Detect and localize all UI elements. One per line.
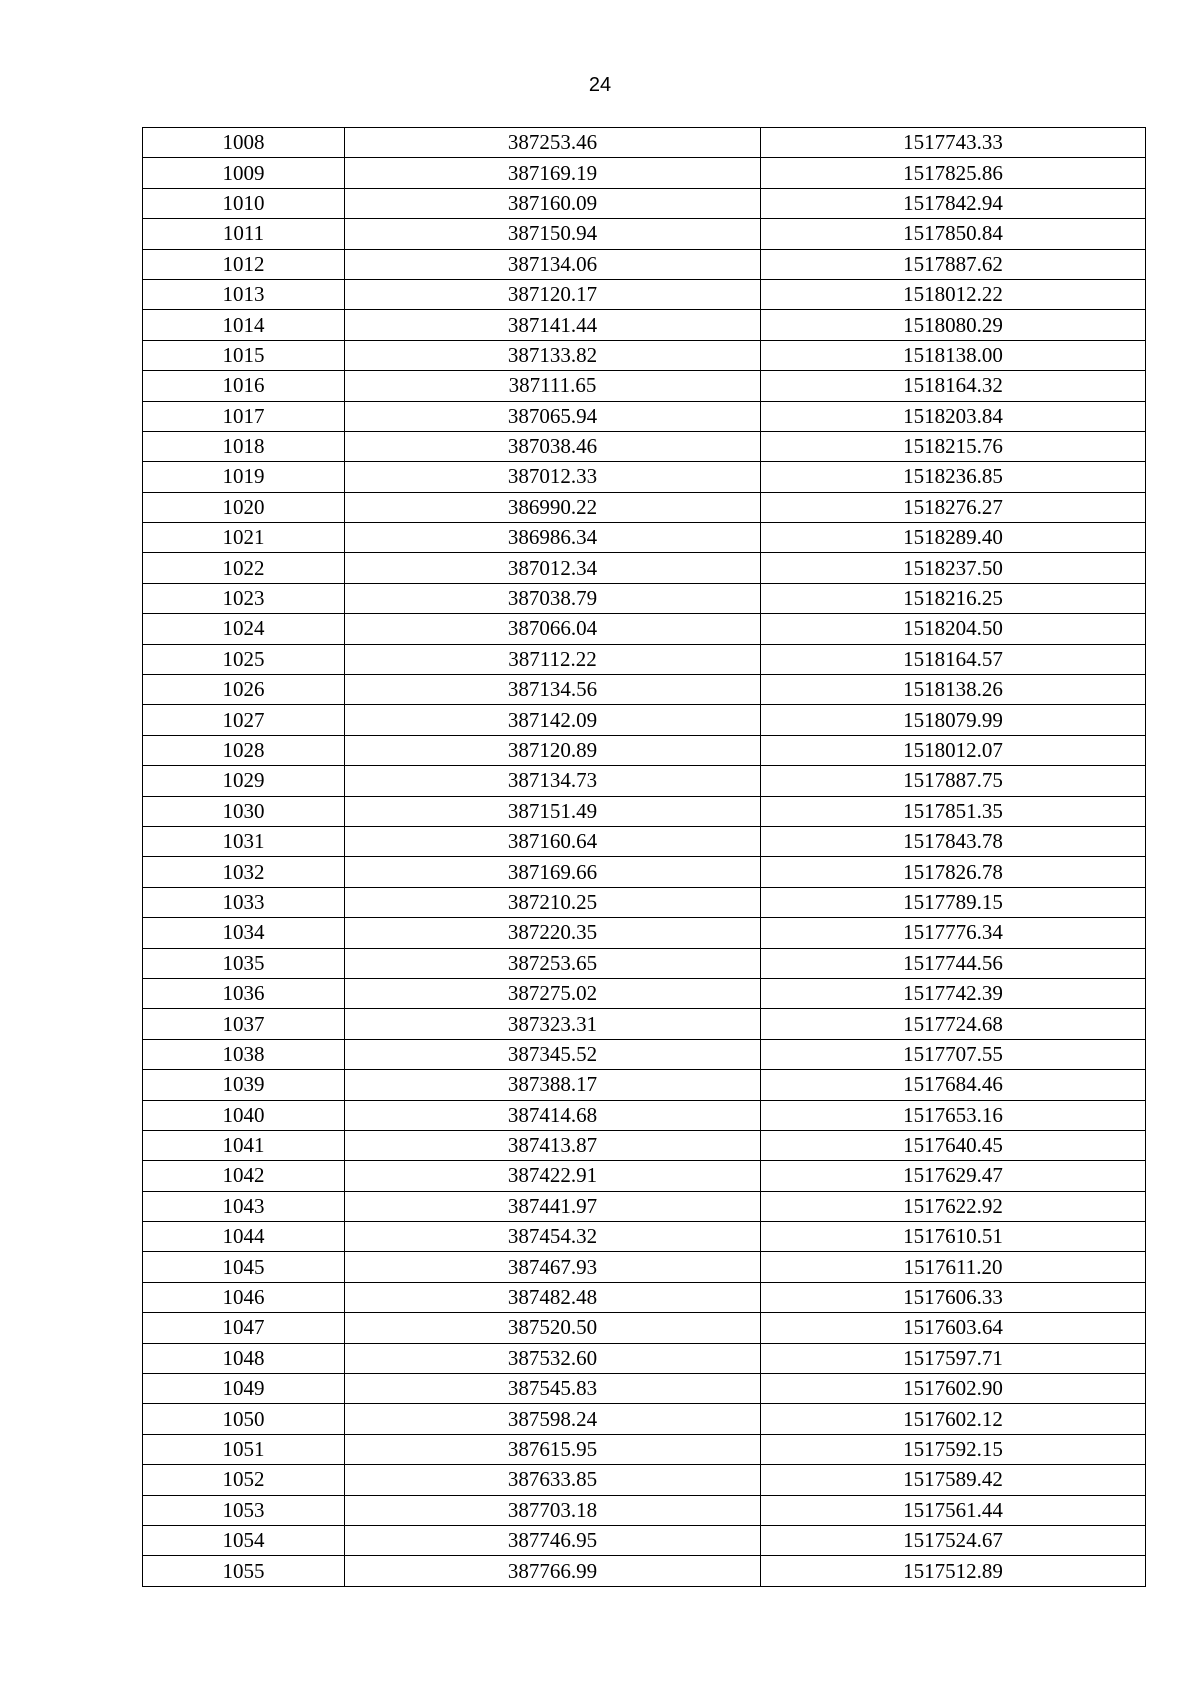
x-coordinate-cell: 387746.95	[345, 1525, 761, 1555]
y-coordinate-cell: 1518164.32	[761, 371, 1146, 401]
point-id-cell: 1044	[143, 1222, 345, 1252]
y-coordinate-cell: 1517606.33	[761, 1282, 1146, 1312]
x-coordinate-cell: 387134.06	[345, 249, 761, 279]
y-coordinate-cell: 1518237.50	[761, 553, 1146, 583]
x-coordinate-cell: 387134.56	[345, 675, 761, 705]
x-coordinate-cell: 387066.04	[345, 614, 761, 644]
point-id-cell: 1049	[143, 1374, 345, 1404]
point-id-cell: 1047	[143, 1313, 345, 1343]
table-row	[143, 766, 1146, 796]
y-coordinate-cell: 1518215.76	[761, 431, 1146, 461]
x-coordinate-cell: 387133.82	[345, 340, 761, 370]
x-coordinate-cell: 387532.60	[345, 1343, 761, 1373]
point-id-cell: 1009	[143, 158, 345, 188]
y-coordinate-cell: 1517589.42	[761, 1465, 1146, 1495]
coordinates-table	[142, 127, 1146, 1587]
table-row	[143, 1222, 1146, 1252]
table-row	[143, 887, 1146, 917]
table-row	[143, 1313, 1146, 1343]
x-coordinate-cell: 387441.97	[345, 1191, 761, 1221]
table-row	[143, 371, 1146, 401]
point-id-cell: 1018	[143, 431, 345, 461]
point-id-cell: 1022	[143, 553, 345, 583]
x-coordinate-cell: 386986.34	[345, 523, 761, 553]
x-coordinate-cell: 387141.44	[345, 310, 761, 340]
x-coordinate-cell: 387633.85	[345, 1465, 761, 1495]
point-id-cell: 1023	[143, 583, 345, 613]
table-row	[143, 553, 1146, 583]
x-coordinate-cell: 387422.91	[345, 1161, 761, 1191]
y-coordinate-cell: 1517597.71	[761, 1343, 1146, 1373]
x-coordinate-cell: 387482.48	[345, 1282, 761, 1312]
x-coordinate-cell: 387150.94	[345, 219, 761, 249]
point-id-cell: 1050	[143, 1404, 345, 1434]
x-coordinate-cell: 387598.24	[345, 1404, 761, 1434]
table-row	[143, 1161, 1146, 1191]
x-coordinate-cell: 387520.50	[345, 1313, 761, 1343]
x-coordinate-cell: 387111.65	[345, 371, 761, 401]
y-coordinate-cell: 1517640.45	[761, 1130, 1146, 1160]
point-id-cell: 1030	[143, 796, 345, 826]
y-coordinate-cell: 1517603.64	[761, 1313, 1146, 1343]
point-id-cell: 1017	[143, 401, 345, 431]
point-id-cell: 1028	[143, 735, 345, 765]
x-coordinate-cell: 387038.46	[345, 431, 761, 461]
point-id-cell: 1019	[143, 462, 345, 492]
x-coordinate-cell: 387012.34	[345, 553, 761, 583]
point-id-cell: 1051	[143, 1434, 345, 1464]
y-coordinate-cell: 1518276.27	[761, 492, 1146, 522]
point-id-cell: 1045	[143, 1252, 345, 1282]
table-row	[143, 978, 1146, 1008]
x-coordinate-cell: 387345.52	[345, 1039, 761, 1069]
y-coordinate-cell: 1518012.07	[761, 735, 1146, 765]
x-coordinate-cell: 387065.94	[345, 401, 761, 431]
point-id-cell: 1011	[143, 219, 345, 249]
point-id-cell: 1054	[143, 1525, 345, 1555]
y-coordinate-cell: 1517743.33	[761, 128, 1146, 158]
point-id-cell: 1043	[143, 1191, 345, 1221]
x-coordinate-cell: 387112.22	[345, 644, 761, 674]
y-coordinate-cell: 1517850.84	[761, 219, 1146, 249]
x-coordinate-cell: 387120.89	[345, 735, 761, 765]
table-row	[143, 1343, 1146, 1373]
table-row	[143, 675, 1146, 705]
table-row	[143, 583, 1146, 613]
point-id-cell: 1008	[143, 128, 345, 158]
table-row	[143, 826, 1146, 856]
x-coordinate-cell: 386990.22	[345, 492, 761, 522]
table-row	[143, 857, 1146, 887]
y-coordinate-cell: 1517842.94	[761, 188, 1146, 218]
y-coordinate-cell: 1517512.89	[761, 1556, 1146, 1586]
page-number: 24	[588, 74, 612, 96]
y-coordinate-cell: 1518203.84	[761, 401, 1146, 431]
point-id-cell: 1032	[143, 857, 345, 887]
table-row	[143, 1525, 1146, 1555]
x-coordinate-cell: 387169.19	[345, 158, 761, 188]
y-coordinate-cell: 1517524.67	[761, 1525, 1146, 1555]
table-row	[143, 918, 1146, 948]
x-coordinate-cell: 387766.99	[345, 1556, 761, 1586]
x-coordinate-cell: 387413.87	[345, 1130, 761, 1160]
table-row	[143, 340, 1146, 370]
x-coordinate-cell: 387038.79	[345, 583, 761, 613]
x-coordinate-cell: 387323.31	[345, 1009, 761, 1039]
y-coordinate-cell: 1518080.29	[761, 310, 1146, 340]
point-id-cell: 1027	[143, 705, 345, 735]
point-id-cell: 1048	[143, 1343, 345, 1373]
point-id-cell: 1014	[143, 310, 345, 340]
table-row	[143, 1556, 1146, 1586]
y-coordinate-cell: 1518236.85	[761, 462, 1146, 492]
point-id-cell: 1042	[143, 1161, 345, 1191]
x-coordinate-cell: 387012.33	[345, 462, 761, 492]
table-row	[143, 1252, 1146, 1282]
point-id-cell: 1041	[143, 1130, 345, 1160]
y-coordinate-cell: 1517561.44	[761, 1495, 1146, 1525]
table-row	[143, 1465, 1146, 1495]
table-row	[143, 523, 1146, 553]
y-coordinate-cell: 1518138.26	[761, 675, 1146, 705]
table-row	[143, 128, 1146, 158]
point-id-cell: 1020	[143, 492, 345, 522]
table-row	[143, 1130, 1146, 1160]
x-coordinate-cell: 387467.93	[345, 1252, 761, 1282]
y-coordinate-cell: 1517629.47	[761, 1161, 1146, 1191]
y-coordinate-cell: 1517724.68	[761, 1009, 1146, 1039]
table-row	[143, 1039, 1146, 1069]
y-coordinate-cell: 1517843.78	[761, 826, 1146, 856]
table-row	[143, 1191, 1146, 1221]
y-coordinate-cell: 1518138.00	[761, 340, 1146, 370]
y-coordinate-cell: 1517742.39	[761, 978, 1146, 1008]
x-coordinate-cell: 387545.83	[345, 1374, 761, 1404]
table-row	[143, 644, 1146, 674]
point-id-cell: 1016	[143, 371, 345, 401]
y-coordinate-cell: 1517610.51	[761, 1222, 1146, 1252]
x-coordinate-cell: 387169.66	[345, 857, 761, 887]
table-row	[143, 462, 1146, 492]
table-row	[143, 1009, 1146, 1039]
y-coordinate-cell: 1517825.86	[761, 158, 1146, 188]
point-id-cell: 1053	[143, 1495, 345, 1525]
point-id-cell: 1029	[143, 766, 345, 796]
table-row	[143, 1282, 1146, 1312]
table-row	[143, 1404, 1146, 1434]
table-row	[143, 1434, 1146, 1464]
table-row	[143, 492, 1146, 522]
point-id-cell: 1039	[143, 1070, 345, 1100]
x-coordinate-cell: 387142.09	[345, 705, 761, 735]
table-row	[143, 279, 1146, 309]
table-row	[143, 158, 1146, 188]
x-coordinate-cell: 387703.18	[345, 1495, 761, 1525]
table-row	[143, 431, 1146, 461]
point-id-cell: 1025	[143, 644, 345, 674]
table-row	[143, 188, 1146, 218]
x-coordinate-cell: 387151.49	[345, 796, 761, 826]
y-coordinate-cell: 1517776.34	[761, 918, 1146, 948]
x-coordinate-cell: 387160.09	[345, 188, 761, 218]
y-coordinate-cell: 1517611.20	[761, 1252, 1146, 1282]
point-id-cell: 1024	[143, 614, 345, 644]
y-coordinate-cell: 1517602.12	[761, 1404, 1146, 1434]
x-coordinate-cell: 387253.65	[345, 948, 761, 978]
x-coordinate-cell: 387454.32	[345, 1222, 761, 1252]
x-coordinate-cell: 387253.46	[345, 128, 761, 158]
x-coordinate-cell: 387220.35	[345, 918, 761, 948]
table-row	[143, 401, 1146, 431]
point-id-cell: 1026	[143, 675, 345, 705]
point-id-cell: 1013	[143, 279, 345, 309]
x-coordinate-cell: 387120.17	[345, 279, 761, 309]
x-coordinate-cell: 387210.25	[345, 887, 761, 917]
point-id-cell: 1037	[143, 1009, 345, 1039]
point-id-cell: 1010	[143, 188, 345, 218]
y-coordinate-cell: 1518079.99	[761, 705, 1146, 735]
y-coordinate-cell: 1517622.92	[761, 1191, 1146, 1221]
table-row	[143, 1070, 1146, 1100]
y-coordinate-cell: 1518164.57	[761, 644, 1146, 674]
x-coordinate-cell: 387414.68	[345, 1100, 761, 1130]
table-row	[143, 1100, 1146, 1130]
table-row	[143, 735, 1146, 765]
y-coordinate-cell: 1517744.56	[761, 948, 1146, 978]
point-id-cell: 1033	[143, 887, 345, 917]
table-row	[143, 705, 1146, 735]
y-coordinate-cell: 1518204.50	[761, 614, 1146, 644]
y-coordinate-cell: 1517707.55	[761, 1039, 1146, 1069]
point-id-cell: 1012	[143, 249, 345, 279]
point-id-cell: 1040	[143, 1100, 345, 1130]
x-coordinate-cell: 387388.17	[345, 1070, 761, 1100]
y-coordinate-cell: 1517684.46	[761, 1070, 1146, 1100]
point-id-cell: 1031	[143, 826, 345, 856]
x-coordinate-cell: 387615.95	[345, 1434, 761, 1464]
table-row	[143, 796, 1146, 826]
y-coordinate-cell: 1518012.22	[761, 279, 1146, 309]
point-id-cell: 1038	[143, 1039, 345, 1069]
x-coordinate-cell: 387160.64	[345, 826, 761, 856]
table-row	[143, 1495, 1146, 1525]
table-row	[143, 310, 1146, 340]
table-row	[143, 1374, 1146, 1404]
point-id-cell: 1046	[143, 1282, 345, 1312]
y-coordinate-cell: 1517602.90	[761, 1374, 1146, 1404]
y-coordinate-cell: 1517851.35	[761, 796, 1146, 826]
point-id-cell: 1055	[143, 1556, 345, 1586]
y-coordinate-cell: 1517592.15	[761, 1434, 1146, 1464]
x-coordinate-cell: 387275.02	[345, 978, 761, 1008]
y-coordinate-cell: 1517789.15	[761, 887, 1146, 917]
y-coordinate-cell: 1517653.16	[761, 1100, 1146, 1130]
table-row	[143, 249, 1146, 279]
y-coordinate-cell: 1517887.75	[761, 766, 1146, 796]
y-coordinate-cell: 1517887.62	[761, 249, 1146, 279]
x-coordinate-cell: 387134.73	[345, 766, 761, 796]
point-id-cell: 1052	[143, 1465, 345, 1495]
point-id-cell: 1021	[143, 523, 345, 553]
table-row	[143, 219, 1146, 249]
point-id-cell: 1015	[143, 340, 345, 370]
y-coordinate-cell: 1518216.25	[761, 583, 1146, 613]
point-id-cell: 1035	[143, 948, 345, 978]
point-id-cell: 1034	[143, 918, 345, 948]
coordinates-table-body	[143, 128, 1146, 1587]
y-coordinate-cell: 1517826.78	[761, 857, 1146, 887]
table-row	[143, 948, 1146, 978]
point-id-cell: 1036	[143, 978, 345, 1008]
y-coordinate-cell: 1518289.40	[761, 523, 1146, 553]
table-row	[143, 614, 1146, 644]
